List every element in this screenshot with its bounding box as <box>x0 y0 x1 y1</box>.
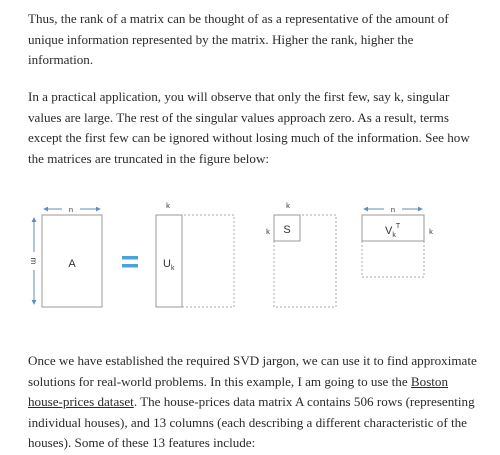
matrix-vk-label: $V_k^T$ <box>385 223 401 239</box>
matrix-a-label: A <box>68 258 76 270</box>
boston-dataset-link[interactable]: Boston house-prices dataset <box>28 373 449 409</box>
equals-bar-top <box>122 256 138 260</box>
k-label-s-top: k <box>286 201 290 210</box>
k-label-u: k <box>166 201 170 210</box>
equals-bar-bottom <box>122 264 138 268</box>
paragraph-boston-end: . The house-prices data matrix A contains 506 rows (representing individual houses), and 13 columns (each describing a different characteristic of the houses). Some of these 13 features include: <box>28 394 475 450</box>
paragraph-truncation: In a practical application, you will observe that only the first few, say k, singular values are large. The rest of the singular values approach zero. As a result, terms except the first few can be ignored without losing much of the information. See how the matrices are truncated in the figure below: <box>28 89 470 166</box>
matrix-uk-label: $U_k$ <box>163 258 175 272</box>
n-label-v: n <box>390 205 396 214</box>
matrix-s-label: S <box>283 224 291 236</box>
paragraph-boston-start: Once we have established the required SVD jargon, we can use it to find approximate solutions for real-world problems. In this example, I am going to use the <box>28 353 477 389</box>
m-label: m <box>29 257 38 265</box>
paragraph-rank: Thus, the rank of a matrix can be thought of as a representative of the amount of unique information represented by the matrix. Higher the rank, higher the information. <box>28 11 449 67</box>
k-label-s-left: k <box>266 227 270 236</box>
matrix-v-full <box>362 215 424 277</box>
paragraph-boston <box>28 351 480 454</box>
svd-truncation-figure <box>0 196 500 316</box>
k-label-v-right: k <box>429 227 433 236</box>
n-label-a: n <box>68 205 74 214</box>
